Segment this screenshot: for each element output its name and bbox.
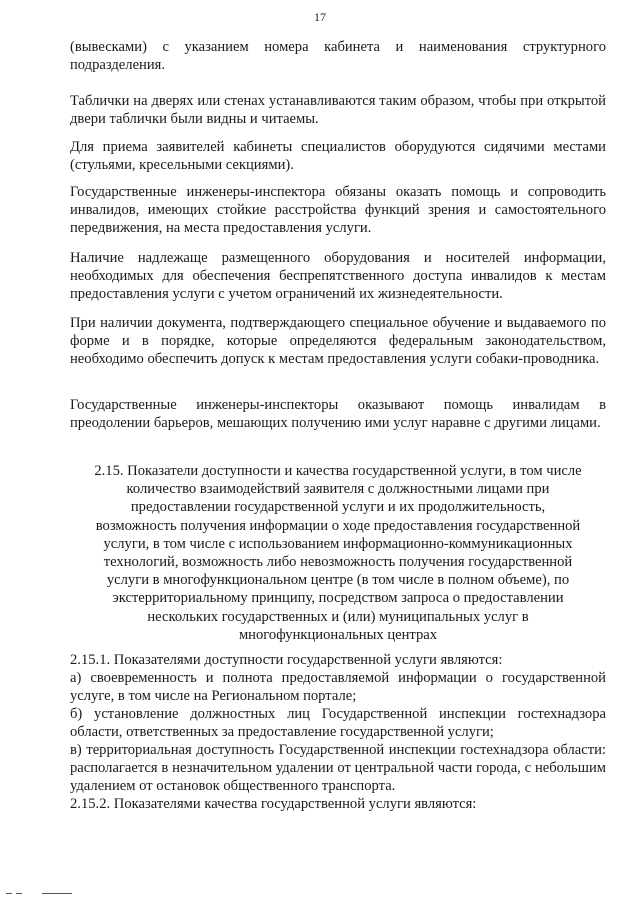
paragraph-text: (вывесками) с указанием номера кабинета и наименования структурного подразделения.	[70, 39, 606, 73]
paragraph-text: При наличии документа, подтверждающего специальное обучение и выдаваемого по форме и в порядке, которые определяются федеральным законодательством, необходимо обеспечить допуск к местам предоставления услуги собаки-проводника.	[70, 315, 606, 367]
subsection-2-15-1	[70, 651, 606, 813]
paragraph-text: Наличие надлежаще размещенного оборудования и носителей информации, необходимых для обеспечения беспрепятственного доступа инвалидов к местам предоставления услуги с учетом ограничений их жизнедеятельности.	[70, 250, 606, 302]
list-item: а) своевременность и полнота предоставляемой информации о государственной услуге, в том числе на Региональном портале;	[70, 670, 606, 704]
subsection-intro: 2.15.2. Показателями качества государственной услуги являются:	[70, 796, 477, 812]
subsection-intro: 2.15.1. Показателями доступности государственной услуги являются:	[70, 652, 503, 668]
paragraph-text: Таблички на дверях или стенах устанавливаются таким образом, чтобы при открытой двери таблички были видны и читаемы.	[70, 93, 606, 127]
paragraph	[70, 183, 606, 237]
paragraph	[70, 38, 606, 74]
list-item: в) территориальная доступность Государственной инспекции гостехнадзора области: располагается в незначительном удалении от центральной части города, с небольшим удалением от остановок общественного транспорта.	[70, 742, 606, 794]
paragraph	[70, 138, 606, 174]
paragraph	[70, 249, 606, 303]
section-heading: 2.15. Показатели доступности и качества государственной услуги, в том числе количество взаимодействий заявителя с должностными лицами при предоставлении государственной услуги и их продолжительность, возможность получения информации о ходе предоставления государственной услуги, в том числе с использованием информационно-коммуникационных технологий, возможность либо невозможность получения государственной услуги в многофункциональном центре (в том числе в полном объеме), по экстерриториальному принципу, посредством запроса о предоставлении нескольких государственных и (или) муниципальных услуг в многофункциональных центрах	[94, 463, 582, 643]
paragraph-text: Государственные инженеры-инспектора обязаны оказать помощь и сопроводить инвалидов, имеющих стойкие расстройства функций зрения и самостоятельного передвижения, на места предоставления услуги.	[70, 184, 606, 236]
paragraph-text: Государственные инженеры-инспекторы оказывают помощь инвалидам в преодолении барьеров, мешающих получению ими услуг наравне с другими лицами.	[70, 397, 606, 431]
paragraph	[70, 92, 606, 128]
paragraph	[70, 396, 606, 432]
list-item: б) установление должностных лиц Государственной инспекции гостехнадзора области, ответственных за предоставление государственной услуги;	[70, 706, 606, 740]
paragraph-text: Для приема заявителей кабинеты специалистов оборудуются сидячими местами (стульями, кресельными секциями).	[70, 139, 606, 173]
scan-artifact	[6, 893, 76, 895]
page-number: 17	[314, 10, 326, 24]
paragraph	[70, 314, 606, 368]
